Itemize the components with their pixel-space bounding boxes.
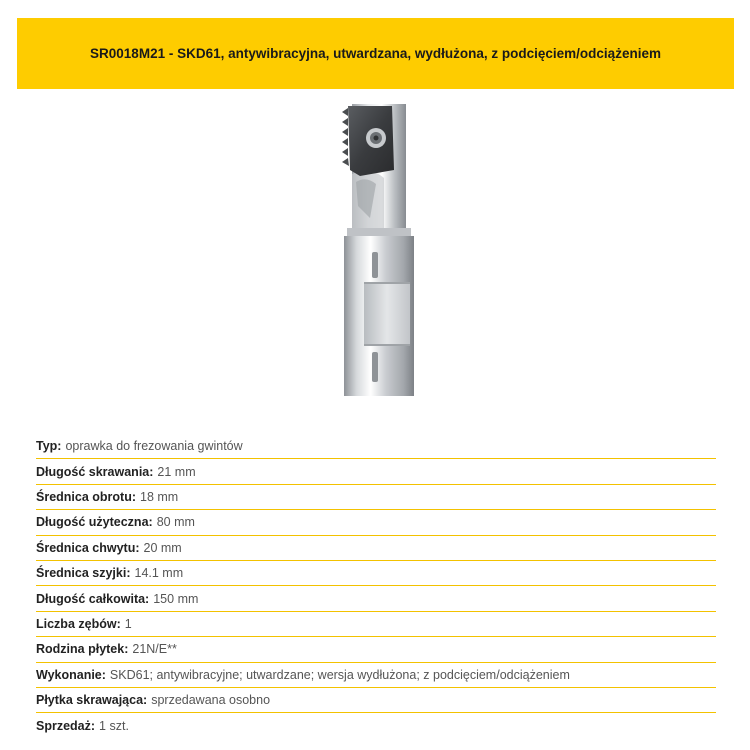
spec-value: 20 mm xyxy=(143,540,182,555)
spec-value: 80 mm xyxy=(156,515,195,530)
spec-label: Liczba zębów: xyxy=(36,616,121,631)
spec-label: Długość całkowita: xyxy=(36,591,150,606)
thread-milling-holder-icon xyxy=(300,96,450,406)
spec-value: 14.1 mm xyxy=(134,566,184,581)
spec-row-teeth-count xyxy=(36,612,716,637)
spec-value: 150 mm xyxy=(153,591,199,606)
spec-value: 21 mm xyxy=(157,464,196,479)
spec-row-cutting-diameter xyxy=(36,485,716,510)
spec-row-usable-length xyxy=(36,510,716,535)
spec-label: Typ: xyxy=(36,439,62,454)
spec-value: oprawka do frezowania gwintów xyxy=(65,439,243,454)
spec-row-insert-family xyxy=(36,637,716,662)
spec-value: 1 szt. xyxy=(99,718,129,733)
spec-value: sprzedawana osobno xyxy=(151,693,271,708)
spec-value: SKD61; antywibracyjne; utwardzane; wersja wydłużona; z podcięciem/odciążeniem xyxy=(109,667,570,682)
spec-label: Średnica chwytu: xyxy=(36,540,140,555)
spec-label: Długość skrawania: xyxy=(36,464,154,479)
spec-row-execution xyxy=(36,663,716,688)
spec-value: 18 mm xyxy=(140,489,179,504)
spec-label: Sprzedaż: xyxy=(36,718,96,733)
spec-label: Rodzina płytek: xyxy=(36,642,129,657)
spec-label: Średnica szyjki: xyxy=(36,566,131,581)
spec-list xyxy=(36,434,716,739)
header-banner xyxy=(17,18,734,89)
spec-row-type xyxy=(36,434,716,459)
spec-label: Średnica obrotu: xyxy=(36,489,137,504)
spec-row-sales-unit xyxy=(36,713,716,738)
spec-row-cutting-length xyxy=(36,459,716,484)
spec-row-shank-diameter xyxy=(36,536,716,561)
spec-value: 21N/E** xyxy=(132,642,177,657)
spec-label: Wykonanie: xyxy=(36,667,106,682)
spec-value: 1 xyxy=(124,616,132,631)
spec-label: Płytka skrawająca: xyxy=(36,693,148,708)
spec-label: Długość użyteczna: xyxy=(36,515,153,530)
spec-row-cutting-insert xyxy=(36,688,716,713)
spec-row-neck-diameter xyxy=(36,561,716,586)
product-title: SR0018M21 - SKD61, antywibracyjna, utwardzana, wydłużona, z podcięciem/odciążeniem xyxy=(90,46,661,61)
spec-row-total-length xyxy=(36,586,716,611)
